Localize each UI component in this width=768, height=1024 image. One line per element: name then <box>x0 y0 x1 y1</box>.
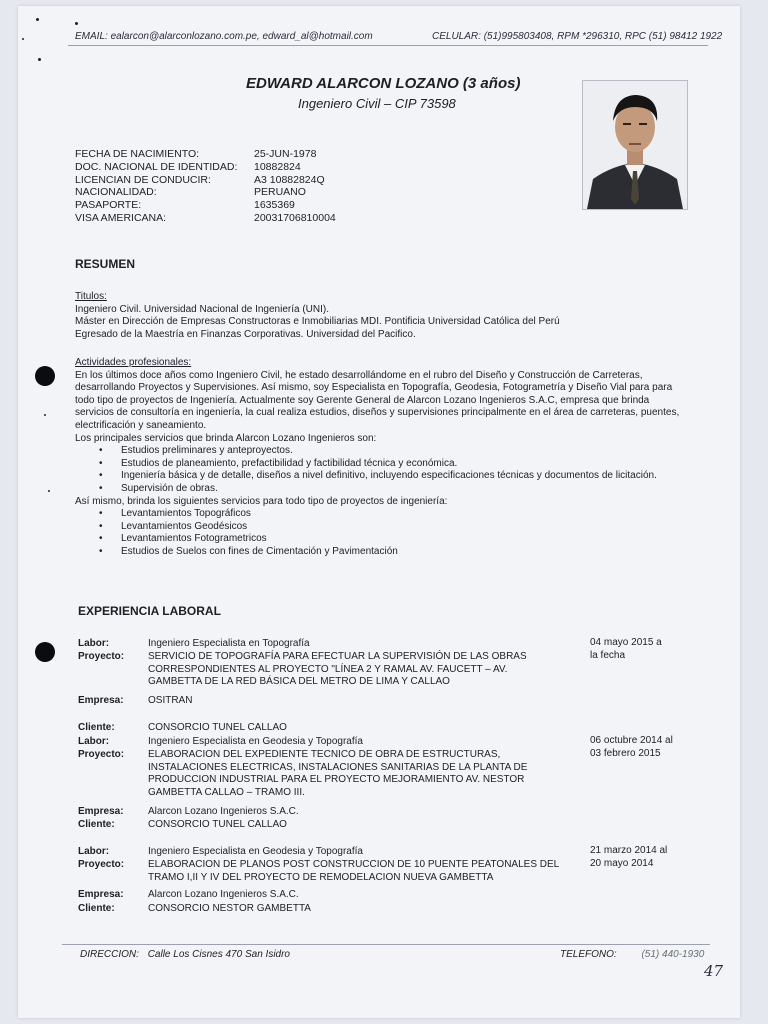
empresa-value: Alarcon Lozano Ingenieros S.A.C. <box>148 889 299 900</box>
date-range <box>590 844 710 870</box>
titulos-label: Titulos: <box>75 291 107 302</box>
empresa-label: Empresa: <box>78 806 124 817</box>
titulos-block <box>75 291 715 341</box>
actividades-block <box>75 357 715 559</box>
telefono-line <box>560 949 704 960</box>
person-name: EDWARD ALARCON LOZANO (3 años) <box>246 75 521 92</box>
actividades-label: Actividades profesionales: <box>75 357 192 368</box>
visa-value: 20031706810004 <box>254 211 336 224</box>
email-label: EMAIL: <box>75 31 108 42</box>
personal-values <box>254 148 336 225</box>
scan-speck <box>75 22 78 25</box>
punch-hole <box>35 366 55 386</box>
cliente-value: CONSORCIO TUNEL CALLAO <box>148 722 287 733</box>
titulo-item: Máster en Dirección de Empresas Constructoras e Inmobiliarias MDI. Pontificia Universidad Católica del Perú <box>75 316 560 328</box>
servicio-item: • Ingeniería básica y de detalle, diseños a nivel definitivo, incluyendo especificaciones técnicas y documentos de licitación. <box>75 470 715 483</box>
labor-value: Ingeniero Especialista en Geodesia y Topografía <box>148 846 363 857</box>
scan-speck <box>44 414 46 416</box>
otros-item: • Levantamientos Geodésicos <box>75 521 715 534</box>
date-start: 04 mayo 2015 a <box>590 637 662 648</box>
servicios-intro: Los principales servicios que brinda Alarcon Lozano Ingenieros son: <box>75 432 377 444</box>
telefono-value: (51) 440-1930 <box>641 949 705 960</box>
otros-intro: Así mismo, brinda los siguientes servicios para todo tipo de proyectos de ingeniería: <box>75 495 448 507</box>
proyecto-value: ELABORACION DEL EXPEDIENTE TECNICO DE OBRA DE ESTRUCTURAS, INSTALACIONES ELECTRICAS, INSTALACIONES SANITARIAS DE LA PLANTA DE PRODUCCION INDUSTRIAL PARA EL PROYECTO MEJORAMIENTO AV. NESTOR GAMBETTA CALLAO – TRAMO III. <box>148 749 528 798</box>
proyecto-value: ELABORACION DE PLANOS POST CONSTRUCCION DE 10 PUENTE PEATONALES DEL TRAMO I,II Y IV DEL PROYECTO DE REMODELACION NUEVA GAMBETTA <box>148 859 559 883</box>
labor-label: Labor: <box>78 846 110 857</box>
dob-label: FECHA DE NACIMIENTO: <box>75 148 200 160</box>
servicio-item: • Supervisión de obras. <box>75 483 715 496</box>
empresa-value: OSITRAN <box>148 695 193 706</box>
scan-speck <box>22 38 24 40</box>
proyecto-label: Proyecto: <box>78 651 125 662</box>
passport-label: PASAPORTE: <box>75 199 142 212</box>
proyecto-label: Proyecto: <box>78 859 125 870</box>
titulo-item: Egresado de la Maestría en Finanzas Corporativas. Universidad del Pacifico. <box>75 328 416 340</box>
footer-divider <box>62 944 710 945</box>
cliente-label: Cliente: <box>78 903 115 914</box>
date-end: 20 mayo 2014 <box>590 858 654 869</box>
otros-item: • Levantamientos Topográficos <box>75 508 715 521</box>
cliente-value: CONSORCIO NESTOR GAMBETTA <box>148 903 311 914</box>
titulo-item: Ingeniero Civil. Universidad Nacional de Ingeniería (UNI). <box>75 303 330 315</box>
actividades-line: electrificación y saneamiento. <box>75 419 207 431</box>
otros-item: • Levantamientos Fotogrametricos <box>75 533 715 546</box>
labor-value: Ingeniero Especialista en Geodesia y Topografía <box>148 736 363 747</box>
resumen-heading: RESUMEN <box>75 257 136 271</box>
labor-label: Labor: <box>78 736 110 747</box>
date-end: 03 febrero 2015 <box>590 748 661 759</box>
actividades-line: desarrollando Proyectos y Supervisiones. Así mismo, soy Especialista en Topografía, Geodesia, Fotogrametría y Diseño Vial para para <box>75 382 673 394</box>
header-divider <box>68 45 708 46</box>
punch-hole <box>35 642 55 662</box>
labor-value: Ingeniero Especialista en Topografía <box>148 638 310 649</box>
date-range <box>590 734 710 760</box>
empresa-label: Empresa: <box>78 889 124 900</box>
nationality-value: PERUANO <box>254 186 306 199</box>
proyecto-label: Proyecto: <box>78 749 125 760</box>
experiencia-heading: EXPERIENCIA LABORAL <box>78 604 221 618</box>
empresa-value: Alarcon Lozano Ingenieros S.A.C. <box>148 806 299 817</box>
email-line <box>75 31 373 42</box>
telefono-label: TELEFONO: <box>560 949 617 960</box>
cliente-value: CONSORCIO TUNEL CALLAO <box>148 819 287 830</box>
servicio-item: • Estudios preliminares y anteproyectos. <box>75 445 715 458</box>
passport-value: 1635369 <box>254 199 295 212</box>
otros-item: • Estudios de Suelos con fines de Cimentación y Pavimentación <box>75 546 715 559</box>
email-value: ealarcon@alarconlozano.com.pe, edward_al@hotmail.com <box>110 31 373 42</box>
actividades-line: servicios de consultoría en ingeniería, la cual realiza estudios, diseños y supervisiones principalmente en el área de carreteras, puentes, <box>75 407 680 419</box>
cliente-label: Cliente: <box>78 722 115 733</box>
empresa-label: Empresa: <box>78 695 124 706</box>
scan-speck <box>48 490 50 492</box>
phone-label: CELULAR: <box>432 31 481 42</box>
handwritten-page-number: 47 <box>704 962 724 980</box>
profile-photo <box>582 80 688 210</box>
dob-value: 25-JUN-1978 <box>254 148 317 160</box>
servicio-item: • Estudios de planeamiento, prefactibilidad y factibilidad técnica y económica. <box>75 458 715 471</box>
nationality-label: NACIONALIDAD: <box>75 186 157 199</box>
actividades-line: En los últimos doce años como Ingeniero Civil, he estado desarrollándome en el rubro del Diseño y Construcción de Carreteras, <box>75 369 643 381</box>
cliente-label: Cliente: <box>78 819 115 830</box>
dni-value: 10882824 <box>254 160 301 173</box>
proyecto-value: SERVICIO DE TOPOGRAFÍA PARA EFECTUAR LA SUPERVISIÓN DE LAS OBRAS CORRESPONDIENTES AL PROYECTO "LÍNEA 2 Y RAMAL AV. FAUCETT – AV. GAMBETTA DE LA RED BÁSICA DEL METRO DE LIMA Y CALLAO <box>148 651 527 688</box>
personal-labels <box>75 148 237 225</box>
license-label: LICENCIAN DE CONDUCIR: <box>75 173 211 186</box>
phone-value: (51)995803408, RPM *296310, RPC (51) 98412 1922 <box>483 31 723 42</box>
phone-line <box>432 31 722 42</box>
dni-label: DOC. NACIONAL DE IDENTIDAD: <box>75 160 238 173</box>
date-start: 21 marzo 2014 al <box>590 845 668 856</box>
direccion-line <box>80 949 290 960</box>
portrait-image <box>583 81 687 209</box>
actividades-line: todo tipo de proyectos de Ingeniería. Actualmente soy Gerente General de Alarcon Lozano Ingenieros S.A.C, empresa que brinda <box>75 394 650 406</box>
direccion-label: DIRECCION: <box>80 949 139 960</box>
scan-speck <box>36 18 39 21</box>
visa-label: VISA AMERICANA: <box>75 211 167 224</box>
direccion-value: Calle Los Cisnes 470 San Isidro <box>147 949 290 960</box>
license-value: A3 10882824Q <box>254 173 325 186</box>
scan-speck <box>38 58 41 61</box>
labor-label: Labor: <box>78 638 110 649</box>
date-range <box>590 636 700 662</box>
date-end: la fecha <box>590 650 626 661</box>
person-title: Ingeniero Civil – CIP 73598 <box>298 96 456 111</box>
date-start: 06 octubre 2014 al <box>590 735 673 746</box>
